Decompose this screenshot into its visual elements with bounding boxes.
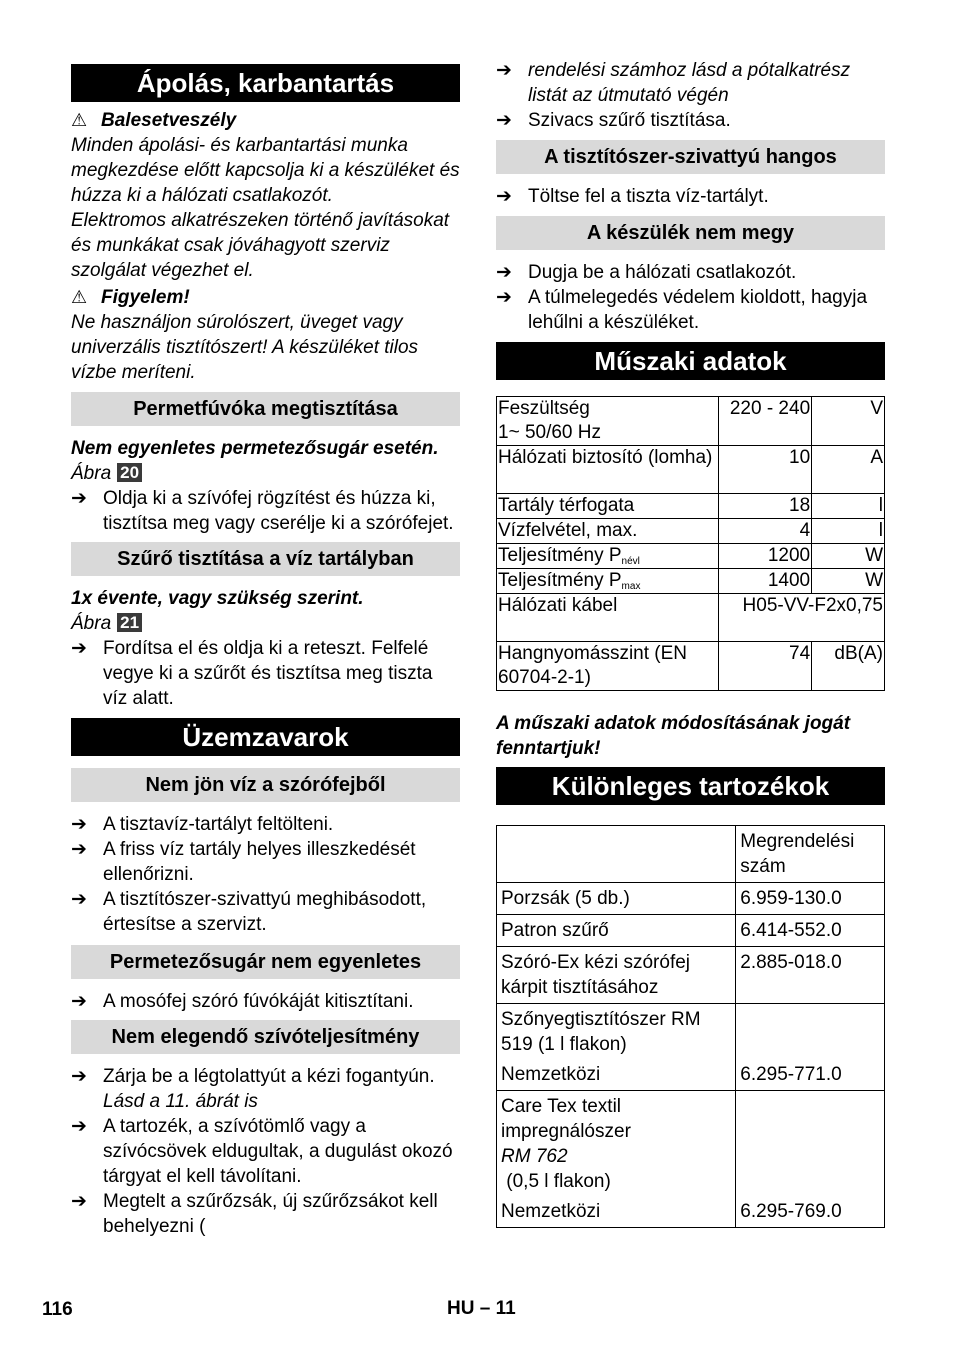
table-row [497, 494, 885, 519]
maintenance-heading: Ápolás, karbantartás [71, 64, 460, 102]
column-header: Megrendelési szám [736, 826, 885, 883]
tech-unit: dB(A) [812, 642, 885, 691]
uneven-heading: Permetezősugár nem egyenletes [71, 945, 460, 979]
product-name: Szőnyegtisztítószer RM 519 (1 l flakon) [501, 1009, 701, 1055]
accessory-code: 2.885-018.0 [736, 947, 885, 1004]
arrow-right-icon: ➔ [71, 1116, 87, 1137]
table-row [497, 397, 885, 446]
suction-step-2 [71, 1114, 460, 1189]
label-subscript: max [621, 581, 641, 592]
accessory-name: Szóró-Ex kézi szórófej kárpit tisztításához [497, 947, 736, 1004]
label-subscript: névl [621, 556, 640, 567]
tech-unit: l [812, 519, 885, 544]
arrow-right-icon: ➔ [71, 814, 87, 835]
arrow-right-icon: ➔ [71, 889, 87, 910]
step-text: A tisztítószer-szivattyú meghibásodott, értesítse a szervizt. [103, 889, 427, 935]
tech-value: 1200 [718, 544, 812, 569]
tech-value: 220 - 240 [718, 397, 812, 446]
uneven-step [71, 989, 460, 1014]
not-working-step-2 [496, 285, 885, 335]
header-blank [497, 826, 736, 883]
product-size: (0,5 l flakon) [506, 1171, 611, 1192]
nozzle-heading: Permetfúvóka megtisztítása [71, 392, 460, 426]
tech-label: Hangnyomásszint (EN 60704-2-1) [497, 642, 719, 691]
label-text: Teljesítmény P [498, 545, 622, 566]
step-text: Megtelt a szűrőzsák, új szűrőzsákot kell behelyezni ( [103, 1191, 438, 1237]
arrow-right-icon: ➔ [496, 60, 512, 81]
step-text: Fordítsa el és oldja ki a reteszt. Felfelé vegye ki a szűrőt és tisztítsa meg tiszta víz alatt. [103, 638, 433, 709]
arrow-right-icon: ➔ [496, 186, 512, 207]
danger-text-1: Minden ápolási- és karbantartási munka megkezdése előtt kapcsolja ki a készüléket és húzza ki a hálózati csatlakozót. [71, 135, 460, 206]
accessories-heading: Különleges tartozékok [496, 767, 885, 805]
step-text: Töltse fel a tiszta víz-tartályt. [528, 186, 769, 207]
table-row [497, 947, 885, 1004]
nozzle-figure-ref [71, 461, 460, 486]
arrow-right-icon: ➔ [496, 262, 512, 283]
filter-step [71, 636, 460, 711]
product-name: Care Tex textil impregnálószer [501, 1096, 631, 1142]
left-column [71, 58, 460, 1239]
nozzle-step [71, 486, 460, 536]
tech-label [497, 569, 719, 594]
tech-value: 4 [718, 519, 812, 544]
danger-text-2: Elektromos alkatrészeken történő javításokat és munkákat csak jóváhagyott szerviz szolgálat végezhet el. [71, 210, 450, 281]
step-text: Szivacs szűrő tisztítása. [528, 110, 731, 131]
not-working-step-1 [496, 260, 885, 285]
not-working-heading: A készülék nem megy [496, 216, 885, 250]
step-text: rendelési számhoz lásd a pótalkatrész listát az útmutató végén [528, 60, 851, 106]
suction-step-3 [71, 1189, 460, 1239]
accessory-code: 6.959-130.0 [736, 883, 885, 915]
tech-unit: V [812, 397, 885, 446]
no-water-step-2 [71, 837, 460, 887]
product-model: RM 762 [501, 1146, 568, 1167]
filter-figure-ref [71, 611, 460, 636]
right-column [496, 58, 885, 1228]
no-water-step-3 [71, 887, 460, 937]
no-water-heading: Nem jön víz a szórófejből [71, 768, 460, 802]
faults-heading: Üzemzavarok [71, 718, 460, 756]
caution-warning [71, 285, 460, 310]
table-row [497, 569, 885, 594]
filter-note: 1x évente, vagy szükség szerint. [71, 588, 364, 609]
arrow-right-icon: ➔ [496, 110, 512, 131]
table-row [497, 1004, 885, 1091]
arrow-right-icon: ➔ [71, 991, 87, 1012]
tech-unit: A [812, 446, 885, 494]
step-text: A túlmelegedés védelem kioldott, hagyja lehűlni a készüléket. [528, 287, 868, 333]
suction-step-1 [71, 1064, 460, 1114]
figure-label: Ábra [71, 463, 112, 484]
code-text: 6.295-769.0 [740, 1201, 842, 1222]
arrow-right-icon: ➔ [71, 638, 87, 659]
tech-label [497, 397, 719, 446]
section-number: HU – 11 [447, 1298, 516, 1319]
step-text [103, 1064, 435, 1114]
continued-step-2 [496, 108, 885, 133]
accessories-table [496, 825, 885, 1228]
tech-table [496, 396, 885, 691]
tech-label: Hálózati kábel [497, 594, 719, 642]
table-row [497, 446, 885, 494]
label-text: Teljesítmény P [498, 570, 622, 591]
caution-label: Figyelem! [101, 287, 190, 308]
tech-unit: l [812, 494, 885, 519]
label-line-1: Feszültség [498, 398, 590, 419]
figure-label: Ábra [71, 613, 112, 634]
table-row [497, 519, 885, 544]
tech-value: 1400 [718, 569, 812, 594]
arrow-right-icon: ➔ [71, 839, 87, 860]
figure-number: 20 [117, 463, 142, 482]
table-row [497, 544, 885, 569]
step-text: A friss víz tartály helyes illeszkedését ellenőrizni. [103, 839, 416, 885]
suction-heading: Nem elegendő szívóteljesítmény [71, 1020, 460, 1054]
step-text: A mosófej szóró fúvókáját kitisztítani. [103, 991, 414, 1012]
table-row [497, 915, 885, 947]
step-text: A tisztavíz-tartályt feltölteni. [103, 814, 334, 835]
filter-heading: Szűrő tisztítása a víz tartályban [71, 542, 460, 576]
table-row [497, 826, 885, 883]
step-note: Lásd a 11. ábrát is [103, 1091, 258, 1112]
tech-heading: Műszaki adatok [496, 342, 885, 380]
continued-step-1 [496, 58, 885, 108]
step-text: Oldja ki a szívófej rögzítést és húzza ki, tisztítsa meg vagy cserélje ki a szórófejet. [103, 488, 454, 534]
accessory-code [736, 1091, 885, 1228]
accessory-name: Porzsák (5 db.) [497, 883, 736, 915]
accessory-code: 6.414-552.0 [736, 915, 885, 947]
table-row [497, 883, 885, 915]
tech-value: 10 [718, 446, 812, 494]
danger-label: Balesetveszély [101, 110, 237, 131]
tech-value: H05-VV-F2x0,75 [718, 594, 885, 642]
pump-heading: A tisztítószer-szivattyú hangos [496, 140, 885, 174]
tech-label: Hálózati biztosító (lomha) [497, 446, 719, 494]
variant-label: Nemzetközi [501, 1064, 601, 1085]
pump-step [496, 184, 885, 209]
arrow-right-icon: ➔ [71, 1191, 87, 1212]
arrow-right-icon: ➔ [71, 1066, 87, 1087]
tech-label: Vízfelvétel, max. [497, 519, 719, 544]
tech-label [497, 544, 719, 569]
code-text: 6.295-771.0 [740, 1064, 842, 1085]
table-row [497, 642, 885, 691]
table-row [497, 594, 885, 642]
tech-unit: W [812, 569, 885, 594]
table-row [497, 1091, 885, 1228]
tech-note: A műszaki adatok módosításának jogát fenntartjuk! [496, 713, 851, 759]
tech-label: Tartály térfogata [497, 494, 719, 519]
tech-unit: W [812, 544, 885, 569]
step-text: Dugja be a hálózati csatlakozót. [528, 262, 797, 283]
warning-triangle-icon: ⚠ [71, 287, 88, 307]
arrow-right-icon: ➔ [71, 488, 87, 509]
tech-value: 74 [718, 642, 812, 691]
nozzle-note: Nem egyenletes permetezősugár esetén. [71, 438, 439, 459]
accessory-name [497, 1091, 736, 1228]
page-number: 116 [42, 1299, 73, 1320]
label-line-2: 1~ 50/60 Hz [498, 422, 601, 443]
danger-warning [71, 108, 460, 133]
arrow-right-icon: ➔ [496, 287, 512, 308]
figure-number: 21 [117, 613, 142, 632]
step-text: A tartozék, a szívótömlő vagy a szívócsövek eldugultak, a dugulást okozó tárgyat el kell távolítani. [103, 1116, 453, 1187]
accessory-name [497, 1004, 736, 1091]
tech-value: 18 [718, 494, 812, 519]
step-main: Zárja be a légtolattyút a kézi fogantyún. [103, 1066, 435, 1087]
no-water-step-1 [71, 812, 460, 837]
accessory-name: Patron szűrő [497, 915, 736, 947]
variant-label: Nemzetközi [501, 1201, 601, 1222]
caution-text: Ne használjon súrolószert, üveget vagy univerzális tisztítószert! A készüléket tilos vízbe meríteni. [71, 312, 419, 383]
warning-triangle-icon: ⚠ [71, 110, 88, 130]
accessory-code [736, 1004, 885, 1091]
